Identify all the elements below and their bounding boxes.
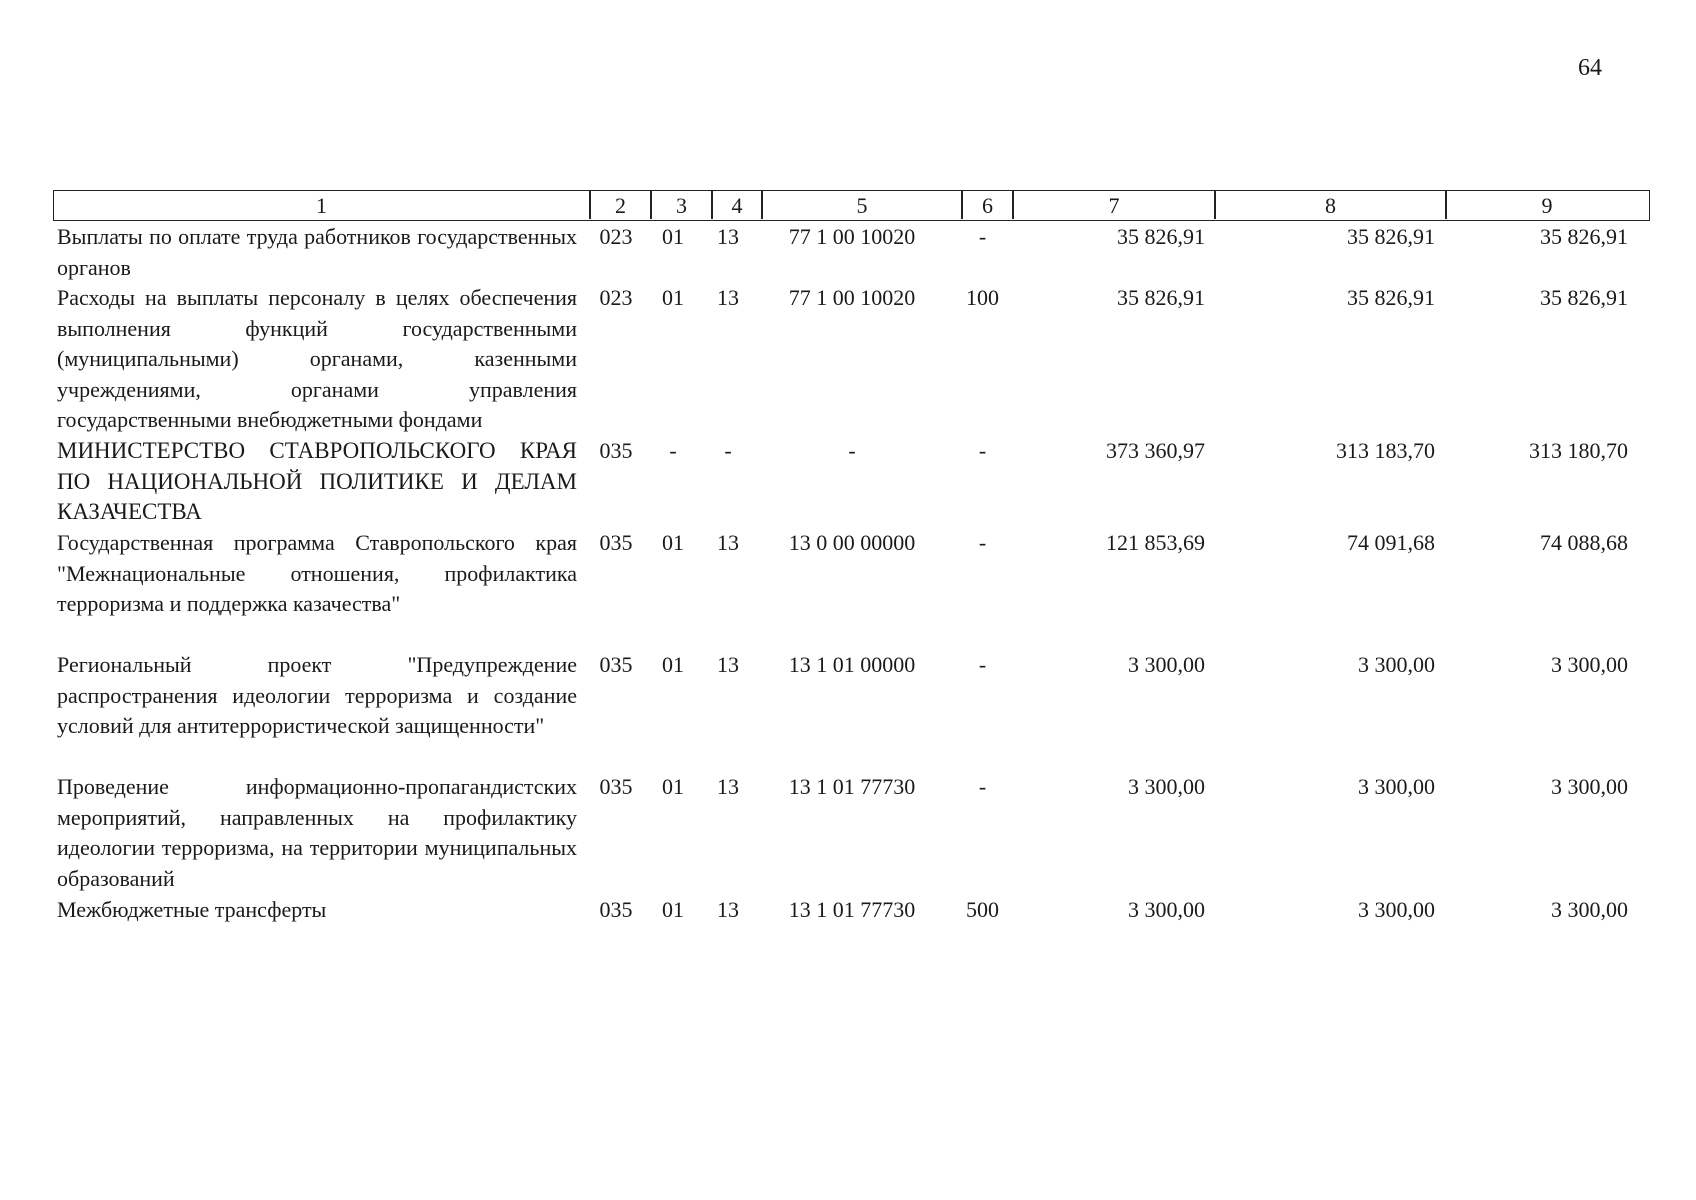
cell-col-3: 01 (662, 285, 684, 310)
header-col-8: 8 (1325, 193, 1336, 218)
cell-col-8: 3 300,00 (1358, 774, 1435, 799)
cell-col-3: 01 (662, 897, 684, 922)
cell-col-5: 13 1 01 00000 (788, 652, 916, 677)
cell-col-9: 313 180,70 (1529, 438, 1628, 463)
cell-col-2: 023 (599, 224, 633, 249)
cell-col-9: 3 300,00 (1551, 652, 1628, 677)
cell-col-4: 13 (717, 774, 739, 799)
cell-col-6: - (978, 652, 987, 677)
cell-col-5: 13 1 01 77730 (788, 897, 916, 922)
cell-col-8: 3 300,00 (1358, 897, 1435, 922)
cell-col-2: 035 (599, 897, 633, 922)
cell-col-7: 121 853,69 (1106, 530, 1205, 555)
row-name: МИНИСТЕРСТВО СТАВРОПОЛЬСКОГО КРАЯ ПО НАЦИОНАЛЬНОЙ ПОЛИТИКЕ И ДЕЛАМ КАЗАЧЕСТВА (57, 438, 577, 524)
header-col-3: 3 (676, 193, 687, 218)
cell-col-6: - (978, 224, 987, 249)
cell-col-7: 3 300,00 (1128, 652, 1205, 677)
row-name: Региональный проект "Предупреждение распространения идеологии терроризма и создание условий для антитеррористической защищенности" (57, 652, 577, 738)
cell-col-6: 500 (966, 897, 999, 922)
cell-col-3: 01 (662, 224, 684, 249)
cell-col-2: 035 (599, 652, 633, 677)
header-col-1: 1 (316, 193, 327, 218)
cell-col-4: 13 (717, 530, 739, 555)
cell-col-5: 77 1 00 10020 (788, 285, 916, 310)
cell-col-8: 313 183,70 (1336, 438, 1435, 463)
header-col-7: 7 (1108, 193, 1120, 218)
cell-col-6: - (978, 530, 987, 555)
cell-col-9: 3 300,00 (1551, 774, 1628, 799)
cell-col-4: 13 (717, 897, 739, 922)
row-name: Государственная программа Ставропольского края "Межнациональные отношения, профилактика терроризма и поддержка казачества" (57, 530, 577, 616)
page-number: 64 (1578, 55, 1602, 81)
header-col-9: 9 (1541, 193, 1553, 218)
cell-col-9: 35 826,91 (1540, 285, 1628, 310)
cell-col-3: 01 (662, 774, 684, 799)
cell-col-9: 35 826,91 (1540, 224, 1628, 249)
row-name: Проведение информационно-пропагандистских мероприятий, направленных на профилактику идеологии терроризма, на территории муниципальных образований (57, 774, 577, 891)
header-col-2: 2 (615, 193, 626, 218)
cell-col-3: 01 (662, 652, 684, 677)
header-col-4: 4 (731, 193, 743, 218)
table-header (53, 190, 1650, 221)
cell-col-7: 3 300,00 (1128, 897, 1205, 922)
cell-col-7: 373 360,97 (1106, 438, 1205, 463)
cell-col-6: 100 (966, 285, 999, 310)
cell-col-7: 3 300,00 (1128, 774, 1205, 799)
header-col-5: 5 (856, 193, 868, 218)
cell-col-4: - (724, 438, 732, 463)
cell-col-2: 035 (599, 774, 633, 799)
cell-col-4: 13 (717, 652, 739, 677)
cell-col-7: 35 826,91 (1117, 285, 1205, 310)
cell-col-8: 3 300,00 (1358, 652, 1435, 677)
cell-col-9: 3 300,00 (1551, 897, 1628, 922)
header-col-6: 6 (982, 193, 993, 218)
cell-col-5: 77 1 00 10020 (788, 224, 916, 249)
cell-col-4: 13 (717, 224, 739, 249)
row-name: Выплаты по оплате труда работников государственных органов (57, 224, 577, 280)
cell-col-2: 035 (599, 530, 633, 555)
cell-col-5: - (848, 438, 856, 463)
cell-col-7: 35 826,91 (1117, 224, 1205, 249)
cell-col-5: 13 1 01 77730 (788, 774, 916, 799)
row-name: Межбюджетные трансферты (57, 897, 327, 922)
cell-col-2: 035 (599, 438, 633, 463)
cell-col-5: 13 0 00 00000 (788, 530, 916, 555)
cell-col-9: 74 088,68 (1540, 530, 1628, 555)
cell-col-3: 01 (662, 530, 684, 555)
cell-col-8: 35 826,91 (1347, 285, 1435, 310)
cell-col-6: - (978, 438, 987, 463)
row-name: Расходы на выплаты персоналу в целях обеспечения выполнения функций государственными (муниципальными) органами, казенными учреждениями, органами управления государственными внебюджетными фондами (57, 285, 577, 432)
cell-col-4: 13 (717, 285, 739, 310)
cell-col-6: - (978, 774, 987, 799)
cell-col-8: 74 091,68 (1347, 530, 1435, 555)
cell-col-8: 35 826,91 (1347, 224, 1435, 249)
cell-col-3: - (669, 438, 677, 463)
cell-col-2: 023 (599, 285, 633, 310)
